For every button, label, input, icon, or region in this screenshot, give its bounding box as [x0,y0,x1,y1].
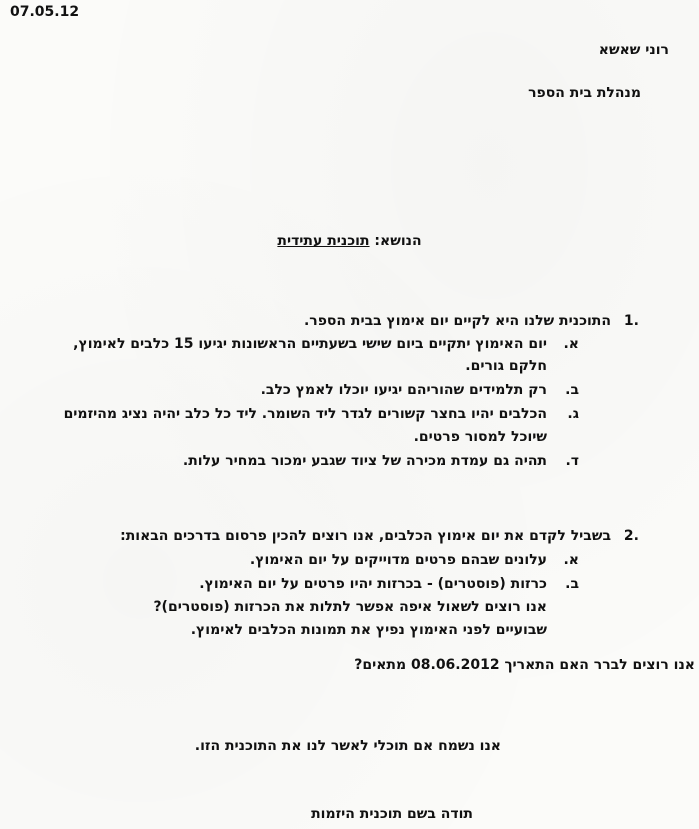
item-1a-line-1: יום האימוץ יתקיים ביום שישי בשעתיים הראשונות יגיעו 15 כלבים לאימוץ, [73,336,547,352]
subject-line [0,233,699,249]
item-1c-mark: ג. [567,406,579,422]
section-2-intro: בשביל לקדם את יום אימוץ הכלבים, אנו רוצים להכין פרסום בדרכים הבאות: [120,528,611,544]
date-question: אנו רוצים לברר האם התאריך 08.06.2012 מתאים? [354,657,695,673]
item-1c-line-2: שיוכל למסור פרטים. [413,429,547,445]
letter-date: 07.05.12 [10,4,80,20]
item-2b-line-3: שבועיים לפני האימוץ נפיץ את תמונות הכלבים לאימוץ. [190,622,547,638]
item-1d-mark: ד. [565,453,579,469]
subject-value: תוכנית עתידית [277,233,370,249]
item-1d-line-1: תהיה גם עמדת מכירה של ציוד שגבע ימכור במחיר עלות. [182,453,547,469]
recipient-name: רוני שאשא [598,42,669,58]
item-2b-line-1: כרזות (פוסטרים) - בכרזות יהיו פרטים על יום האימוץ. [199,576,547,592]
item-1c-line-1: הכלבים יהיו בחצר קשורים לגדר ליד השומר. ליד כל כלב יהיה נציג מהיזמים [63,406,547,422]
section-1-intro: התוכנית שלנו היא לקיים יום אימוץ בבית הספר. [303,313,611,329]
item-1b-line-1: רק תלמידים שהוריהם יגיעו יוכלו לאמץ כלב. [260,382,547,398]
recipient-title: מנהלת בית הספר [528,85,641,101]
signature-line: תודה בשם תוכנית היזמות [311,806,473,822]
section-1-number: .1 [623,313,639,329]
item-1a-line-2: חלקם גורים. [465,358,547,374]
item-1a-mark: א. [563,336,579,352]
item-2a-line-1: עלונים שבהם פרטים מדוייקים על יום האימוץ. [249,552,547,568]
section-2-number: .2 [623,528,639,544]
item-2b-line-2: אנו רוצים לשאול איפה אפשר לתלות את הכרזות (פוסטרים)? [153,599,547,615]
subject-label: הנושא: [374,233,422,249]
closing-line: אנו נשמח אם תוכלי לאשר לנו את התוכנית הזו. [194,738,501,754]
item-2b-mark: ב. [565,576,579,592]
item-2a-mark: א. [563,552,579,568]
item-1b-mark: ב. [565,382,579,398]
